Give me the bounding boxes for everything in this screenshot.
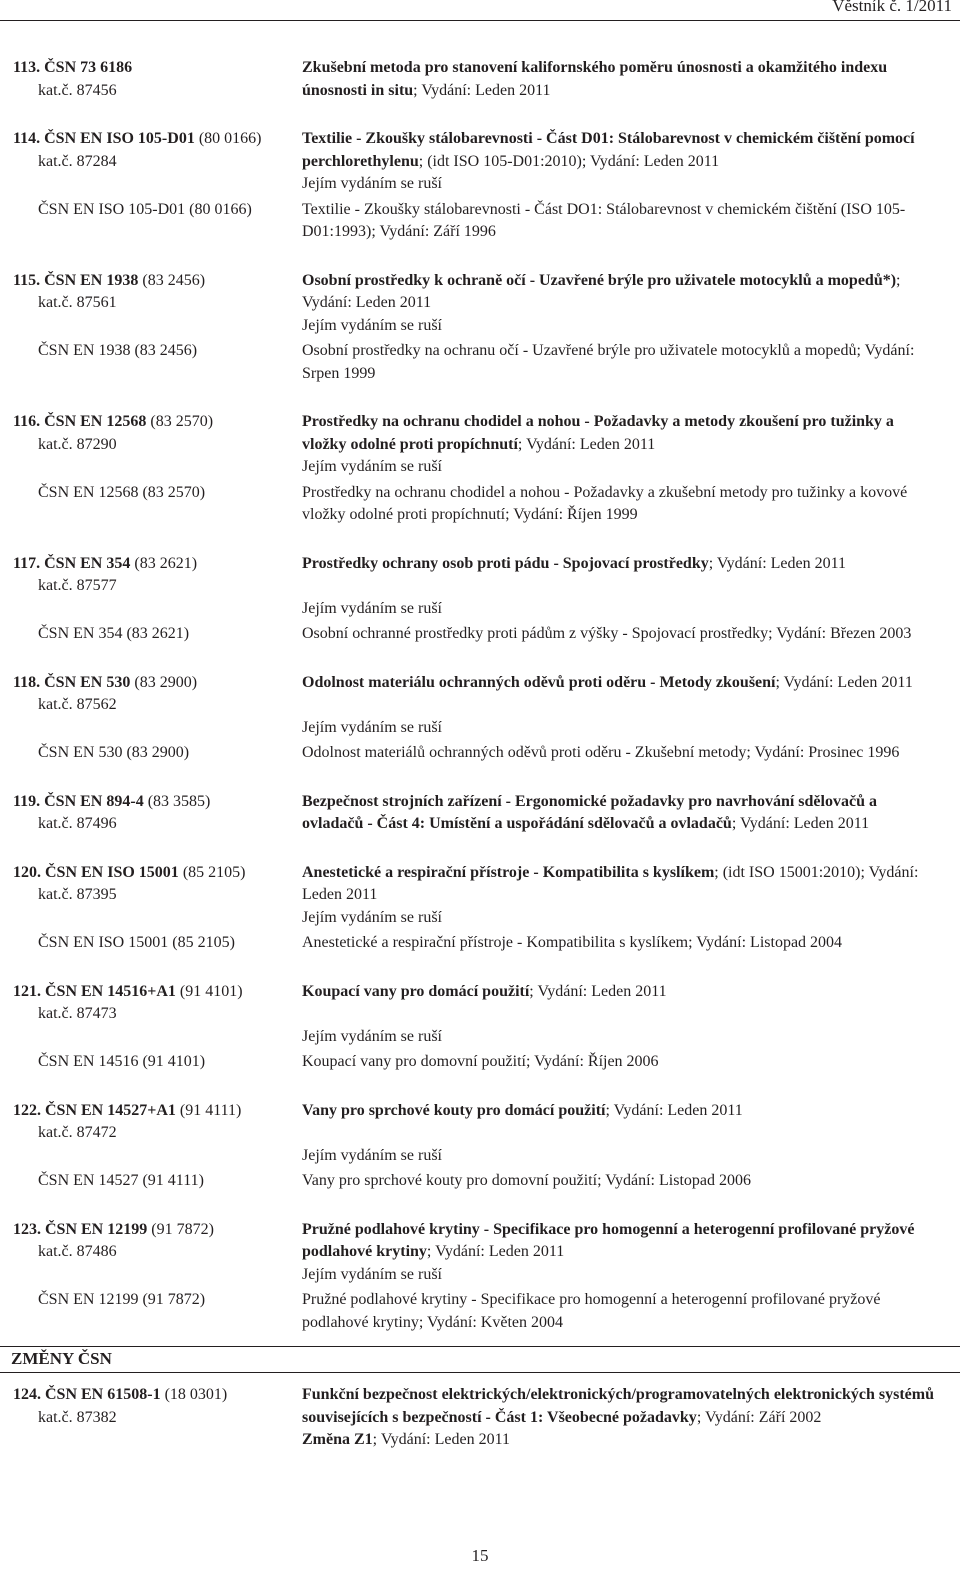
standard-code: ČSN EN ISO 105-D01 <box>44 130 195 147</box>
entry-main <box>13 791 953 836</box>
replaced-standard <box>13 932 953 955</box>
repeal-spacer <box>13 598 302 621</box>
replaced-standard <box>13 1289 953 1334</box>
page-header <box>0 0 960 26</box>
repeal-note: Jejím vydáním se ruší <box>302 1146 442 1164</box>
change-edition: ; Vydání: Leden 2011 <box>372 1431 510 1448</box>
standard-code: ČSN EN 12568 <box>44 413 147 430</box>
entry-number: 118. <box>13 673 41 691</box>
repeal-row <box>13 456 953 479</box>
replaced-code: ČSN EN 14516 (91 4101) <box>38 1053 206 1070</box>
title-edition: ; Vydání: Leden 2011 <box>605 1101 743 1119</box>
repeal-row <box>13 907 953 930</box>
standard-designation <box>13 981 302 1026</box>
replaced-standard <box>13 623 953 646</box>
change-label: Změna Z1 <box>302 1431 373 1448</box>
standard-entry <box>13 1219 953 1335</box>
title-bold: Vany pro sprchové kouty pro domácí použití <box>302 1101 606 1119</box>
title-edition: ; Vydání: Leden 2011 <box>517 435 656 453</box>
entry-main <box>13 128 953 173</box>
repeal-row <box>13 1264 953 1287</box>
entry-main <box>13 57 953 102</box>
catalog-number: kat.č. 87486 <box>38 1243 117 1260</box>
repeal-note: Jejím vydáním se ruší <box>302 599 442 617</box>
title-bold: Zkušební metoda pro stanovení kalifornského poměru únosnosti a okamžitého indexu únosnosti in situ <box>302 59 888 99</box>
repeal-note: Jejím vydáním se ruší <box>302 458 442 475</box>
standard-designation <box>13 270 302 315</box>
title-edition: ; (idt ISO 15001:2010); Vydání: Leden 2011 <box>302 863 919 903</box>
section-header <box>0 1344 960 1384</box>
replaced-standard <box>13 1051 953 1074</box>
page-number: 15 <box>471 1546 489 1565</box>
replaced-title: Odolnost materiálů ochranných oděvů proti oděru - Zkušební metody; Vydání: Prosinec 1996 <box>302 744 900 761</box>
entry-main <box>13 1384 953 1452</box>
standard-entry <box>13 981 953 1074</box>
repeal-row <box>13 173 953 196</box>
standard-code: ČSN EN 530 <box>44 673 131 691</box>
standard-entry <box>13 411 953 527</box>
classification-code: (91 7872) <box>147 1220 214 1238</box>
entry-number: 123. <box>13 1220 41 1238</box>
classification-code: (85 2105) <box>178 863 246 881</box>
classification-code: (80 0166) <box>194 130 262 147</box>
standard-entry <box>13 270 953 386</box>
replaced-standard <box>13 742 953 765</box>
section-rule-bottom <box>0 1372 960 1373</box>
entry-number: 119. <box>13 792 41 810</box>
catalog-number: kat.č. 87496 <box>38 815 117 832</box>
repeal-row <box>13 1026 953 1049</box>
title-bold: Prostředky na ochranu chodidel a nohou - Požadavky a metody zkoušení pro tužinky a vložky odolné proti propíchnutí <box>302 413 894 453</box>
replaced-code: ČSN EN 12199 (91 7872) <box>38 1291 206 1308</box>
entry-number: 120. <box>13 863 41 881</box>
standard-designation <box>13 553 302 598</box>
replaced-code: ČSN EN ISO 15001 (85 2105) <box>38 934 235 951</box>
replaced-standard <box>13 482 953 527</box>
standard-title <box>302 553 942 598</box>
entry-number: 117. <box>13 554 41 572</box>
replaced-title: Pružné podlahové krytiny - Specifikace pro homogenní a heterogenní profilované pryžové podlahové krytiny; Vydání: Květen 2004 <box>302 1291 881 1331</box>
catalog-number: kat.č. 87382 <box>38 1408 117 1426</box>
replaced-standard <box>13 1170 953 1193</box>
title-edition: ; Vydání: Leden 2011 <box>775 673 913 691</box>
standard-entry <box>13 672 953 765</box>
replaced-title: Osobní ochranné prostředky proti pádům z výšky - Spojovací prostředky; Vydání: Březen 2003 <box>302 625 912 642</box>
replaced-title: Koupací vany pro domovní použití; Vydání: Říjen 2006 <box>302 1053 659 1070</box>
repeal-spacer <box>13 717 302 740</box>
standard-title <box>302 270 942 315</box>
catalog-number: kat.č. 87284 <box>38 152 117 170</box>
standard-code: ČSN EN 14516+A1 <box>45 982 176 1000</box>
title-bold: Prostředky ochrany osob proti pádu - Spojovací prostředky <box>302 554 709 572</box>
catalog-number: kat.č. 87395 <box>38 886 117 903</box>
entry-number: 116. <box>13 413 41 430</box>
replaced-code: ČSN EN 12568 (83 2570) <box>38 483 206 501</box>
entry-main <box>13 270 953 315</box>
repeal-spacer <box>13 1264 302 1287</box>
catalog-number: kat.č. 87472 <box>38 1124 117 1141</box>
repeal-spacer <box>13 1026 302 1049</box>
title-bold: Pružné podlahové krytiny - Specifikace pro homogenní a heterogenní profilované pryžové podlahové krytiny <box>302 1220 915 1260</box>
title-edition: ; Vydání: Leden 2011 <box>426 1243 565 1260</box>
title-bold: Osobní prostředky k ochraně očí - Uzavřené brýle pro uživatele motocyklů a mopedů*) <box>302 271 897 289</box>
standard-entry <box>13 1100 953 1193</box>
standard-designation <box>13 672 302 717</box>
repeal-row <box>13 717 953 740</box>
catalog-number: kat.č. 87456 <box>38 81 117 99</box>
standard-title <box>302 862 942 907</box>
standard-entry <box>13 553 953 646</box>
standard-entry <box>13 57 953 102</box>
standard-code: ČSN EN 12199 <box>45 1220 148 1238</box>
standard-designation <box>13 1219 302 1264</box>
catalog-number: kat.č. 87562 <box>38 696 117 713</box>
standard-designation <box>13 1100 302 1145</box>
entry-main <box>13 862 953 907</box>
replaced-title: Osobní prostředky na ochranu očí - Uzavřené brýle pro uživatele motocyklů a mopedů; Vydání: Srpen 1999 <box>302 342 915 382</box>
classification-code: (83 2900) <box>130 673 198 691</box>
classification-code: (83 2570) <box>146 413 214 430</box>
repeal-spacer <box>13 315 302 338</box>
entry-main <box>13 411 953 456</box>
classification-code: (91 4101) <box>175 982 243 1000</box>
repeal-row <box>13 598 953 621</box>
repeal-spacer <box>13 456 302 479</box>
title-edition: ; Vydání: Leden 2011 <box>413 81 551 99</box>
standard-title <box>302 1219 942 1264</box>
replaced-title: Prostředky na ochranu chodidel a nohou - Požadavky a zkušební metody pro tužinky a kovové vložky odolné proti propíchnutí; Vydání: Říjen 1999 <box>302 483 908 523</box>
title-edition: ; Vydání: Leden 2011 <box>708 554 847 572</box>
entry-main <box>13 553 953 598</box>
entry-number: 124. <box>13 1386 41 1403</box>
header-rule <box>0 20 960 21</box>
catalog-number: kat.č. 87290 <box>38 435 117 453</box>
section-rule-top <box>0 1346 960 1347</box>
standard-code: ČSN EN 14527+A1 <box>45 1101 176 1119</box>
section-title: ZMĚNY ČSN <box>11 1349 112 1368</box>
repeal-row <box>13 1145 953 1168</box>
title-edition: ; Vydání: Leden 2011 <box>731 815 870 832</box>
standard-title <box>302 791 942 836</box>
classification-code: (83 2621) <box>130 554 198 572</box>
repeal-note: Jejím vydáním se ruší <box>302 908 442 926</box>
title-edition: ; (idt ISO 105-D01:2010); Vydání: Leden 2011 <box>418 152 720 170</box>
entry-number: 121. <box>13 982 41 1000</box>
repeal-note: Jejím vydáním se ruší <box>302 718 442 736</box>
standard-title <box>302 981 942 1026</box>
classification-code: (83 3585) <box>143 792 211 810</box>
replaced-code: ČSN EN 14527 (91 4111) <box>38 1172 204 1189</box>
repeal-row <box>13 315 953 338</box>
standards-list <box>13 57 953 1478</box>
replaced-standard <box>13 340 953 385</box>
standard-title <box>302 411 942 456</box>
repeal-spacer <box>13 907 302 930</box>
entry-main <box>13 981 953 1026</box>
replaced-code: ČSN EN 1938 (83 2456) <box>38 342 198 359</box>
title-edition: ; Vydání: Leden 2011 <box>529 982 667 1000</box>
replaced-code: ČSN EN 530 (83 2900) <box>38 744 190 761</box>
standard-entry <box>13 791 953 836</box>
standard-code: ČSN EN ISO 15001 <box>45 863 179 881</box>
standard-designation <box>13 791 302 836</box>
classification-code: (18 0301) <box>160 1386 228 1403</box>
repeal-note: Jejím vydáním se ruší <box>302 1027 442 1045</box>
journal-title: Věstník č. 1/2011 <box>832 0 952 15</box>
classification-code: (83 2456) <box>138 271 206 289</box>
title-bold: Odolnost materiálu ochranných oděvů proti oděru - Metody zkoušení <box>302 673 776 691</box>
catalog-number: kat.č. 87561 <box>38 294 117 311</box>
entry-main <box>13 1219 953 1264</box>
title-bold: Anestetické a respirační přístroje - Kompatibilita s kyslíkem <box>302 863 715 881</box>
entry-number: 114. <box>13 130 41 147</box>
replaced-code: ČSN EN ISO 105-D01 (80 0166) <box>38 200 252 218</box>
standard-code: ČSN EN 1938 <box>44 271 139 289</box>
standard-code: ČSN 73 6186 <box>44 59 133 76</box>
replaced-code: ČSN EN 354 (83 2621) <box>38 625 190 642</box>
entry-main <box>13 672 953 717</box>
standard-title <box>302 1100 942 1145</box>
repeal-spacer <box>13 173 302 196</box>
standard-title <box>302 1384 942 1452</box>
standard-designation <box>13 128 302 173</box>
entry-number: 122. <box>13 1101 41 1119</box>
standard-title <box>302 128 942 173</box>
change-entry <box>13 1384 953 1452</box>
repeal-note: Jejím vydáním se ruší <box>302 175 442 192</box>
repeal-note: Jejím vydáním se ruší <box>302 316 442 334</box>
title-edition: ; Vydání: Září 2002 <box>696 1408 822 1426</box>
title-bold: Koupací vany pro domácí použití <box>302 982 530 1000</box>
title-edition: ; Vydání: Leden 2011 <box>302 271 901 311</box>
entry-number: 113. <box>13 59 41 76</box>
entry-main <box>13 1100 953 1145</box>
repeal-spacer <box>13 1145 302 1168</box>
title-bold: Textilie - Zkoušky stálobarevnosti - Část D01: Stálobarevnost v chemickém čištění pomocí perchlorethylenu <box>302 130 915 170</box>
standard-title <box>302 57 942 102</box>
standard-code: ČSN EN 354 <box>44 554 131 572</box>
replaced-standard <box>13 199 953 244</box>
standard-entry <box>13 128 953 244</box>
standard-designation <box>13 1384 302 1452</box>
standard-designation <box>13 862 302 907</box>
entry-number: 115. <box>13 271 41 289</box>
standard-code: ČSN EN 894-4 <box>44 792 144 810</box>
repeal-note: Jejím vydáním se ruší <box>302 1265 442 1283</box>
replaced-title: Vany pro sprchové kouty pro domovní použití; Vydání: Listopad 2006 <box>302 1172 751 1189</box>
standard-designation <box>13 57 302 102</box>
title-bold: Bezpečnost strojních zařízení - Ergonomické požadavky pro navrhování sdělovačů a ovladačů - Část 4: Umístění a uspořádání sdělovačů a ovladačů <box>302 792 877 832</box>
classification-code: (91 4111) <box>175 1101 242 1119</box>
replaced-title: Anestetické a respirační přístroje - Kompatibilita s kyslíkem; Vydání: Listopad 2004 <box>302 934 843 951</box>
title-bold: Funkční bezpečnost elektrických/elektronických/programovatelných elektronických systémů souvisejících s bezpečností - Část 1: Všeobecné požadavky <box>302 1386 934 1426</box>
catalog-number: kat.č. 87473 <box>38 1005 117 1022</box>
standard-title <box>302 672 942 717</box>
standard-designation <box>13 411 302 456</box>
standard-entry <box>13 862 953 955</box>
catalog-number: kat.č. 87577 <box>38 577 117 594</box>
standard-code: ČSN EN 61508-1 <box>45 1386 161 1403</box>
replaced-title: Textilie - Zkoušky stálobarevnosti - Část DO1: Stálobarevnost v chemickém čištění (ISO 105-D01:1993); Vydání: Září 1996 <box>302 200 906 240</box>
